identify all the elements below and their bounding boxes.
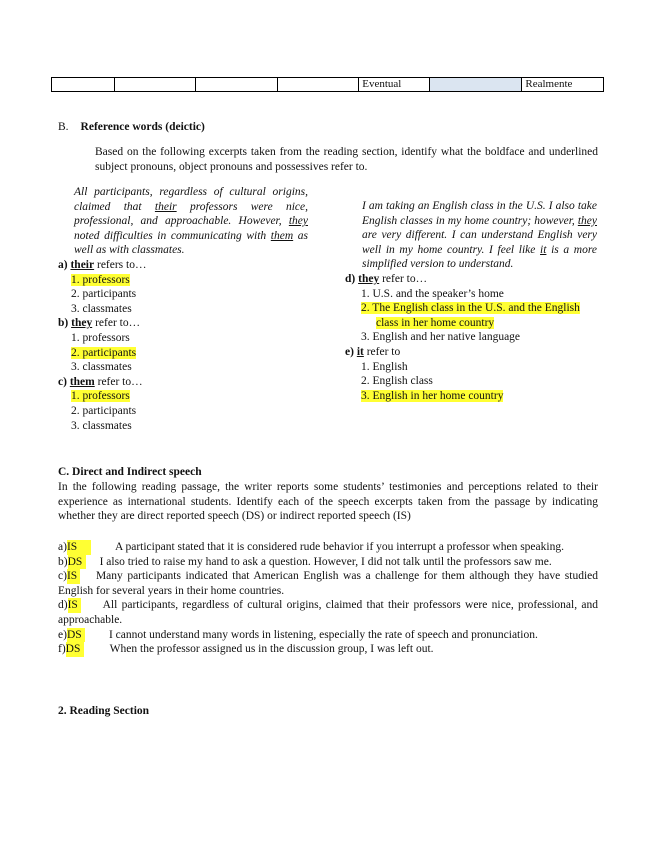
- question-word: their: [70, 258, 95, 271]
- speech-item: e)DS I cannot understand many words in listening, especially the rate of speech and pronunciation.: [58, 628, 538, 641]
- section-c-heading: C. Direct and Indirect speech: [58, 466, 202, 478]
- table-row: [52, 78, 604, 92]
- answer-option: 3. English in her home country: [361, 389, 504, 402]
- answer-option: 3. classmates: [71, 419, 132, 432]
- table-cell: [114, 78, 196, 92]
- answer-option: 3. classmates: [71, 361, 132, 374]
- question-word: it: [356, 345, 364, 358]
- answer-option: 3. classmates: [71, 302, 132, 315]
- answer-option: 2. participants: [71, 346, 137, 359]
- answer-tag: IS: [67, 569, 80, 584]
- reference-left-column: [58, 185, 308, 433]
- answer-option: 3. English and her native language: [361, 331, 521, 344]
- question-a: a) their refers to… 1. professors 2. participants 3. classmates: [58, 258, 308, 316]
- top-table: [51, 77, 604, 92]
- section-b-title: Reference words (deictic): [80, 121, 205, 133]
- answer-option: 1. professors: [71, 273, 130, 286]
- question-c: c) them refer to… 1. professors 2. participants 3. classmates: [58, 375, 308, 433]
- answer-option: 1. professors: [71, 331, 130, 344]
- underlined-pronoun: they: [288, 215, 308, 228]
- section-b-heading: [58, 120, 205, 135]
- section-b-intro: Based on the following excerpts taken from the reading section, identify what the boldface and underlined subject pronouns, object pronouns and possessives refer to.: [95, 146, 598, 173]
- answer-option: 2. participants: [71, 288, 137, 301]
- underlined-pronoun: they: [577, 214, 597, 227]
- speech-item: f)DS When the professor assigned us in the discussion group, I was left out.: [58, 643, 434, 656]
- answer-tag: IS: [67, 540, 91, 555]
- section-b-number: B.: [58, 121, 69, 133]
- speech-item: b)DS I also tried to raise my hand to ask a question. However, I did not talk until the professors saw me.: [58, 555, 552, 568]
- question-b: b) they refer to… 1. professors 2. participants 3. classmates: [58, 316, 308, 374]
- underlined-pronoun: their: [154, 200, 177, 213]
- table-cell: Eventual: [359, 78, 430, 92]
- answer-tag: IS: [68, 598, 81, 613]
- table-cell: [52, 78, 115, 92]
- speech-items: [58, 540, 598, 657]
- answer-option: 1. English: [361, 360, 408, 373]
- question-e: e) it refer to 1. English 2. English class 3. English in her home country: [345, 345, 597, 403]
- speech-item: d)IS All participants, regardless of cultural origins, claimed that their professors were nice, professional, and approachable.: [58, 599, 598, 626]
- section-c-intro: In the following reading passage, the writer reports some students’ testimonies and perceptions related to their experience as international students. Identify each of the speech excerpts taken from the passage by indicating whether they are direct reported speech (DS) or indirect reported speech (IS): [58, 481, 598, 523]
- answer-option: 2. participants: [71, 404, 137, 417]
- speech-item: a)IS A participant stated that it is considered rude behavior if you interrupt a professor when speaking.: [58, 541, 564, 553]
- table-cell: [196, 78, 278, 92]
- answer-option: 2. English class: [361, 375, 433, 388]
- answer-option: 2. The English class in the U.S. and the English class in her home country: [361, 302, 580, 329]
- answer-tag: DS: [67, 628, 85, 643]
- quote-excerpt: I am taking an English class in the U.S. I also take English classes in my home country; however, they are very different. I can understand English very well in my home country. I feel like it is a more simplified version to understand.: [362, 200, 597, 271]
- table-cell: [277, 78, 359, 92]
- table-cell: Realmente: [522, 78, 604, 92]
- question-word: they: [358, 272, 380, 285]
- speech-item: c)IS Many participants indicated that American English was a challenge for them although they have studied English for several years in their home countries.: [58, 570, 598, 597]
- section-2-heading: 2. Reading Section: [58, 705, 150, 717]
- reference-right-column: [345, 199, 597, 403]
- answer-tag: DS: [68, 555, 86, 570]
- answer-tag: DS: [66, 642, 84, 657]
- answer-option: 1. U.S. and the speaker’s home: [361, 287, 504, 300]
- question-word: them: [69, 375, 95, 388]
- table-cell: [430, 78, 522, 92]
- question-word: they: [71, 317, 93, 330]
- quote-excerpt: All participants, regardless of cultural origins, claimed that their professors were nice, professional, and approachable. However, they noted difficulties in communicating with them as well as with classmates.: [74, 186, 308, 257]
- question-d: d) they refer to… 1. U.S. and the speaker’s home 2. The English class in the U.S. and the English class in her home country 3. English and her native language: [345, 272, 597, 345]
- underlined-pronoun: it: [540, 243, 547, 256]
- underlined-pronoun: them: [270, 229, 294, 242]
- answer-option: 1. professors: [71, 390, 130, 403]
